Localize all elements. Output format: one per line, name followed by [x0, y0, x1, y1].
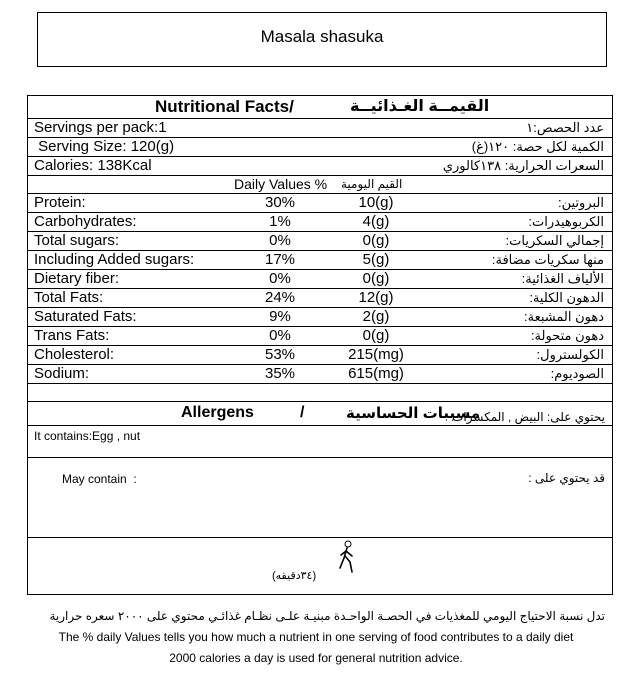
nutrient-name: Cholesterol: — [34, 346, 115, 363]
serving-size-row — [28, 138, 612, 157]
walking-person-icon — [336, 540, 358, 576]
nutrient-name-ar: إجمالي السكريات: — [505, 233, 604, 248]
nutrient-name: Carbohydrates: — [34, 213, 137, 230]
nutrient-name: Sodium: — [34, 365, 90, 382]
nutrient-amount: 0(g) — [362, 232, 390, 249]
nutrient-name: Including Added sugars: — [34, 251, 195, 268]
spacer-row — [28, 384, 612, 402]
may-contain-ar: قد يحتوي على : — [528, 471, 605, 485]
nutrient-name-ar: الكربوهيدرات: — [528, 214, 604, 229]
footer-english-line2: 2000 calories a day is used for general nutrition advice. — [169, 651, 463, 665]
divider — [28, 537, 612, 538]
nutrient-percent: 35% — [264, 365, 296, 382]
contains-ar: يحتوي على: البيض , المكسرات — [452, 410, 605, 424]
daily-values-en: Daily Values % — [234, 176, 328, 192]
nutrient-amount: 2(g) — [362, 308, 390, 325]
nutrient-name: Protein: — [34, 194, 86, 211]
calories-en: Calories: 138Kcal — [34, 157, 152, 174]
nutrient-name-ar: الصوديوم: — [550, 366, 604, 381]
nutrient-amount: 215(mg) — [348, 346, 404, 363]
serving-size-ar: الكمية لكل حصة: ١٢٠(غ) — [471, 139, 604, 154]
product-title-box — [37, 12, 607, 67]
nutrient-row-dietary-fiber — [28, 270, 612, 289]
nutrient-name: Total sugars: — [34, 232, 120, 249]
nutrient-name: Saturated Fats: — [34, 308, 137, 325]
nutrient-row-sodium — [28, 365, 612, 384]
nutrient-row-added-sugars — [28, 251, 612, 270]
activity-duration-label: (٣٤دقيقه) — [272, 570, 317, 582]
nutrient-amount: 0(g) — [362, 270, 390, 287]
nutrient-name-ar: الألياف الغذائية: — [521, 271, 604, 286]
nutrient-percent: 0% — [269, 232, 291, 249]
nutrient-name-ar: الكولسترول: — [536, 347, 604, 362]
nutrient-row-protein — [28, 194, 612, 213]
nutrition-header — [28, 96, 612, 119]
nutrient-row-trans-fats — [28, 327, 612, 346]
allergens-header-slash: / — [300, 404, 305, 421]
nutrient-percent: 9% — [269, 308, 291, 325]
nutrient-amount: 615(mg) — [348, 365, 404, 382]
nutrient-row-total-sugars — [28, 232, 612, 251]
nutrient-row-cholesterol — [28, 346, 612, 365]
nutrient-name-ar: دهون المشبعة: — [524, 309, 604, 324]
allergens-header-en: Allergens — [181, 404, 254, 421]
nutrient-amount: 12(g) — [358, 289, 394, 306]
allergens-header-ar: مسببات الحساسية — [346, 405, 481, 422]
nutrient-percent: 1% — [269, 213, 291, 230]
servings-per-pack-row — [28, 119, 612, 138]
calories-row — [28, 157, 612, 176]
nutrient-amount: 4(g) — [362, 213, 390, 230]
nutrient-amount: 10(g) — [358, 194, 394, 211]
nutrient-name-ar: الدهون الكلية: — [529, 290, 604, 305]
nutrition-panel — [27, 95, 613, 595]
daily-values-ar: القيم اليومية — [341, 177, 403, 191]
contains-en: It contains:Egg , nut — [34, 429, 141, 443]
product-title: Masala shasuka — [260, 27, 384, 46]
servings-per-pack-ar: عدد الحصص:١ — [526, 120, 604, 135]
nutrition-header-en: Nutritional Facts/ — [155, 97, 294, 116]
nutrient-row-carbohydrates — [28, 213, 612, 232]
footer-english-line1: The % daily Values tells you how much a nutrient in one serving of food contributes to a daily diet — [58, 630, 574, 644]
nutrient-name-ar: البروتين: — [558, 195, 604, 210]
nutrient-row-total-fats — [28, 289, 612, 308]
nutrition-header-ar: القيمــة الغـذائيــة — [350, 98, 490, 115]
nutrient-name: Dietary fiber: — [34, 270, 120, 287]
nutrient-percent: 30% — [264, 194, 296, 211]
nutrient-row-saturated-fats — [28, 308, 612, 327]
nutrient-percent: 24% — [264, 289, 296, 306]
calories-ar: السعرات الحرارية: ١٣٨كالوري — [442, 158, 604, 173]
may-contain-en: May contain : — [62, 472, 137, 486]
nutrient-percent: 53% — [264, 346, 296, 363]
daily-values-row — [28, 176, 612, 194]
nutrient-name-ar: منها سكريات مضافة: — [491, 252, 604, 267]
nutrient-percent: 0% — [269, 270, 291, 287]
nutrient-percent: 17% — [264, 251, 296, 268]
servings-per-pack-en: Servings per pack:1 — [34, 119, 167, 136]
nutrient-name-ar: دهون متحولة: — [530, 328, 604, 343]
divider — [28, 457, 612, 458]
nutrient-name: Total Fats: — [34, 289, 104, 306]
nutrient-amount: 5(g) — [362, 251, 390, 268]
footer-arabic: تدل نسبة الاحتياج اليومي للمغذيات في الحصـة الواحـدة مبنيـة علـى نظـام غذائـي محتوي على ٢٠٠٠ سعره حرارية — [49, 609, 605, 623]
nutrient-name: Trans Fats: — [34, 327, 110, 344]
nutrient-percent: 0% — [269, 327, 291, 344]
serving-size-en: Serving Size: 120(g) — [34, 138, 175, 155]
nutrient-amount: 0(g) — [362, 327, 390, 344]
